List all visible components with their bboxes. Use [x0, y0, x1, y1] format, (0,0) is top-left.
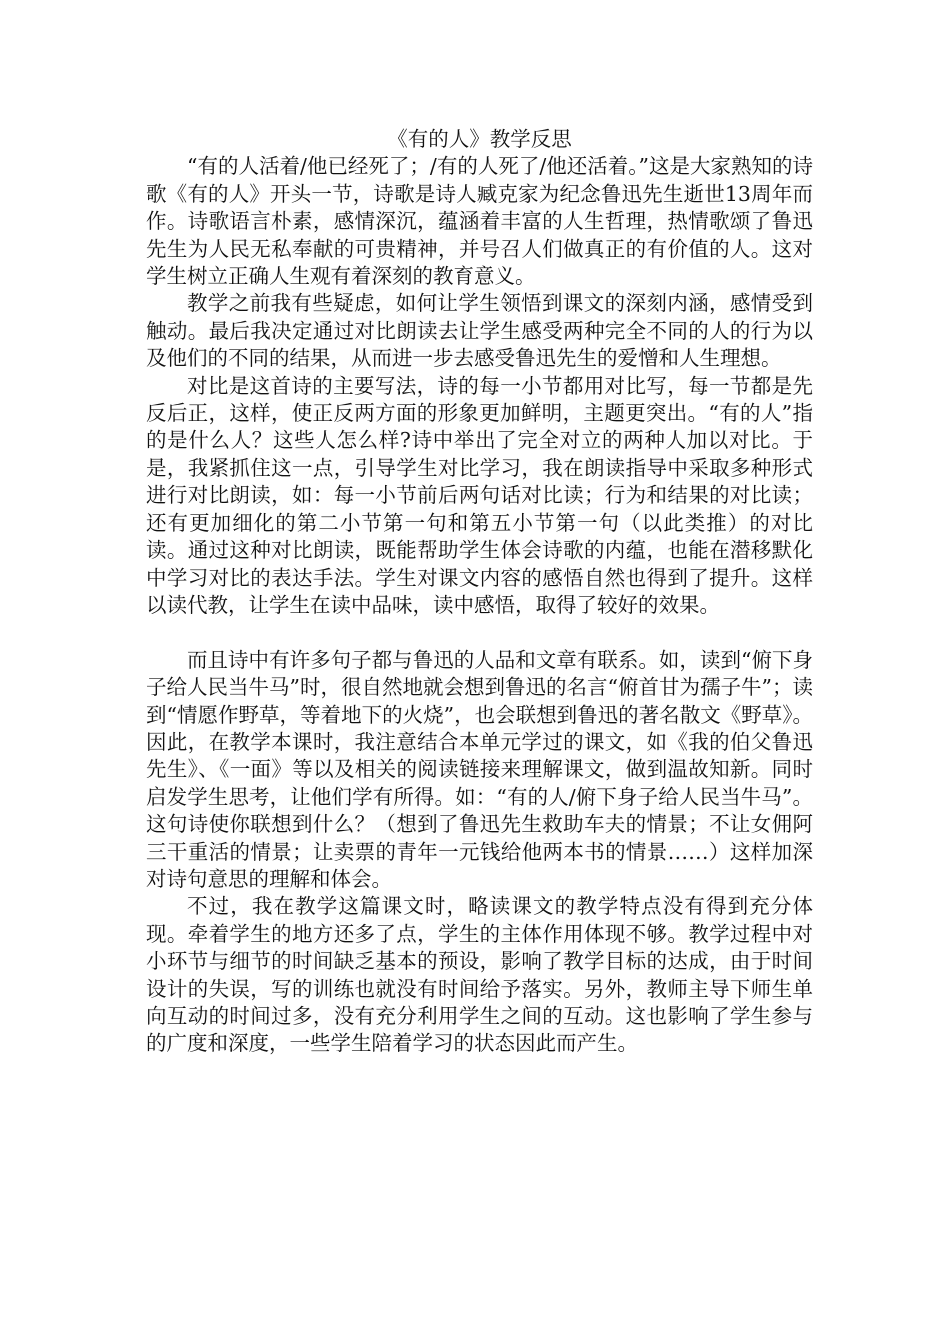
blank-line: [146, 619, 813, 646]
document-page: [146, 126, 813, 1058]
paragraph-2: 教学之前我有些疑虑，如何让学生领悟到课文的深刻内涵，感情受到触动。最后我决定通过对比朗读去让学生感受两种完全不同的人的行为以及他们的不同的结果，从而进一步去感受鲁迅先生的爱憎和人生理想。: [146, 291, 813, 371]
paragraph-4: 而且诗中有许多句子都与鲁迅的人品和文章有联系。如，读到“俯下身子给人民当牛马”时，很自然地就会想到鲁迅的名言“俯首甘为孺子牛”；读到“情愿作野草，等着地下的火烧”，也会联想到鲁迅的著名散文《野草》。因此，在教学本课时，我注意结合本单元学过的课文，如《我的伯父鲁迅先生》、《一面》等以及相关的阅读链接来理解课文，做到温故知新。同时启发学生思考，让他们学有所得。如：“有的人/俯下身子给人民当牛马”。这句诗使你联想到什么？（想到了鲁迅先生救助车夫的情景；不让女佣阿三干重活的情景；让卖票的青年一元钱给他两本书的情景……）这样加深对诗句意思的理解和体会。: [146, 647, 813, 891]
paragraph-5: 不过，我在教学这篇课文时，略读课文的教学特点没有得到充分体现。牵着学生的地方还多了点，学生的主体作用体现不够。教学过程中对小环节与细节的时间缺乏基本的预设，影响了教学目标的达成，由于时间设计的失误，写的训练也就没有时间给予落实。另外，教师主导下师生单向互动的时间过多，没有充分利用学生之间的互动。这也影响了学生参与的广度和深度，一些学生陪着学习的状态因此而产生。: [146, 894, 813, 1056]
paragraph-3: 对比是这首诗的主要写法，诗的每一小节都用对比写，每一节都是先反后正，这样，使正反两方面的形象更加鲜明，主题更突出。“有的人”指的是什么人？这些人怎么样?诗中举出了完全对立的两种人加以对比。于是，我紧抓住这一点，引导学生对比学习，我在朗读指导中采取多种形式进行对比朗读，如：每一小节前后两句话对比读；行为和结果的对比读；还有更加细化的第二小节第一句和第五小节第一句（以此类推）的对比读。通过这种对比朗读，既能帮助学生体会诗歌的内蕴，也能在潜移默化中学习对比的表达手法。学生对课文内容的感悟自然也得到了提升。这样以读代教，让学生在读中品味，读中感悟，取得了较好的效果。: [146, 373, 813, 617]
document-title: 《有的人》教学反思: [387, 127, 572, 151]
paragraph-1: “有的人活着/他已经死了；/有的人死了/他还活着。”这是大家熟知的诗歌《有的人》开头一节，诗歌是诗人臧克家为纪念鲁迅先生逝世13周年而作。诗歌语言朴素，感情深沉，蕴涵着丰富的人生哲理，热情歌颂了鲁迅先生为人民无私奉献的可贵精神，并号召人们做真正的有价值的人。这对学生树立正确人生观有着深刻的教育意义。: [146, 154, 813, 289]
